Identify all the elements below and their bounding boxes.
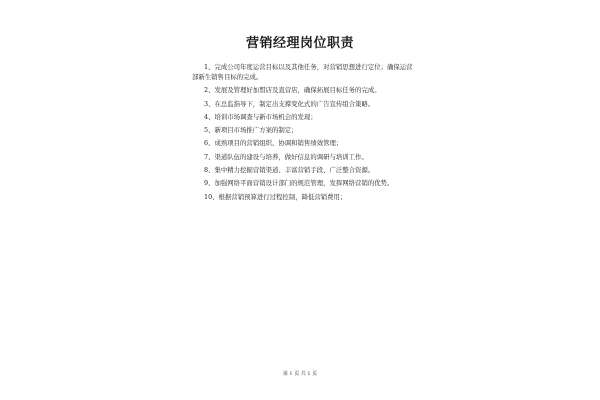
duty-list: [192, 62, 416, 205]
list-item: 6、成熟项目的营销组织、协调和销售绩效管理；: [204, 139, 343, 148]
page-footer: 第 1 页 共 1 页: [282, 371, 318, 377]
list-item: 10、根据营销预算进行过程控制，降低营销费用；: [204, 192, 347, 201]
list-item: 1、完成公司年度运营目标以及其他任务，对营销思想进行定位；确保运营部新生销售目标的完成。: [192, 63, 413, 81]
list-item: 7、渠道队伍的建设与培养，做好信息的调研与培训工作。: [204, 152, 368, 161]
list-item: 2、发展及管理好加盟店及直营店，确保拓展目标任务的完成。: [204, 86, 381, 95]
document-title: 营销经理岗位职责: [245, 36, 354, 51]
list-item: 3、在总监指导下，制定出支撑变化式的广告宣传组合策略。: [204, 99, 375, 108]
list-item: 4、培训市场调查与新市场机会的发现；: [204, 112, 317, 121]
list-item: 5、新项目市场推广方案的制定；: [204, 126, 298, 135]
list-item: 9、加强网络平面营销设计部门的规范管理，发挥网络营销的优势。: [204, 179, 394, 188]
list-item: 8、集中精力挖掘营销渠道、丰富营销手段、广泛整合资源。: [204, 166, 375, 175]
